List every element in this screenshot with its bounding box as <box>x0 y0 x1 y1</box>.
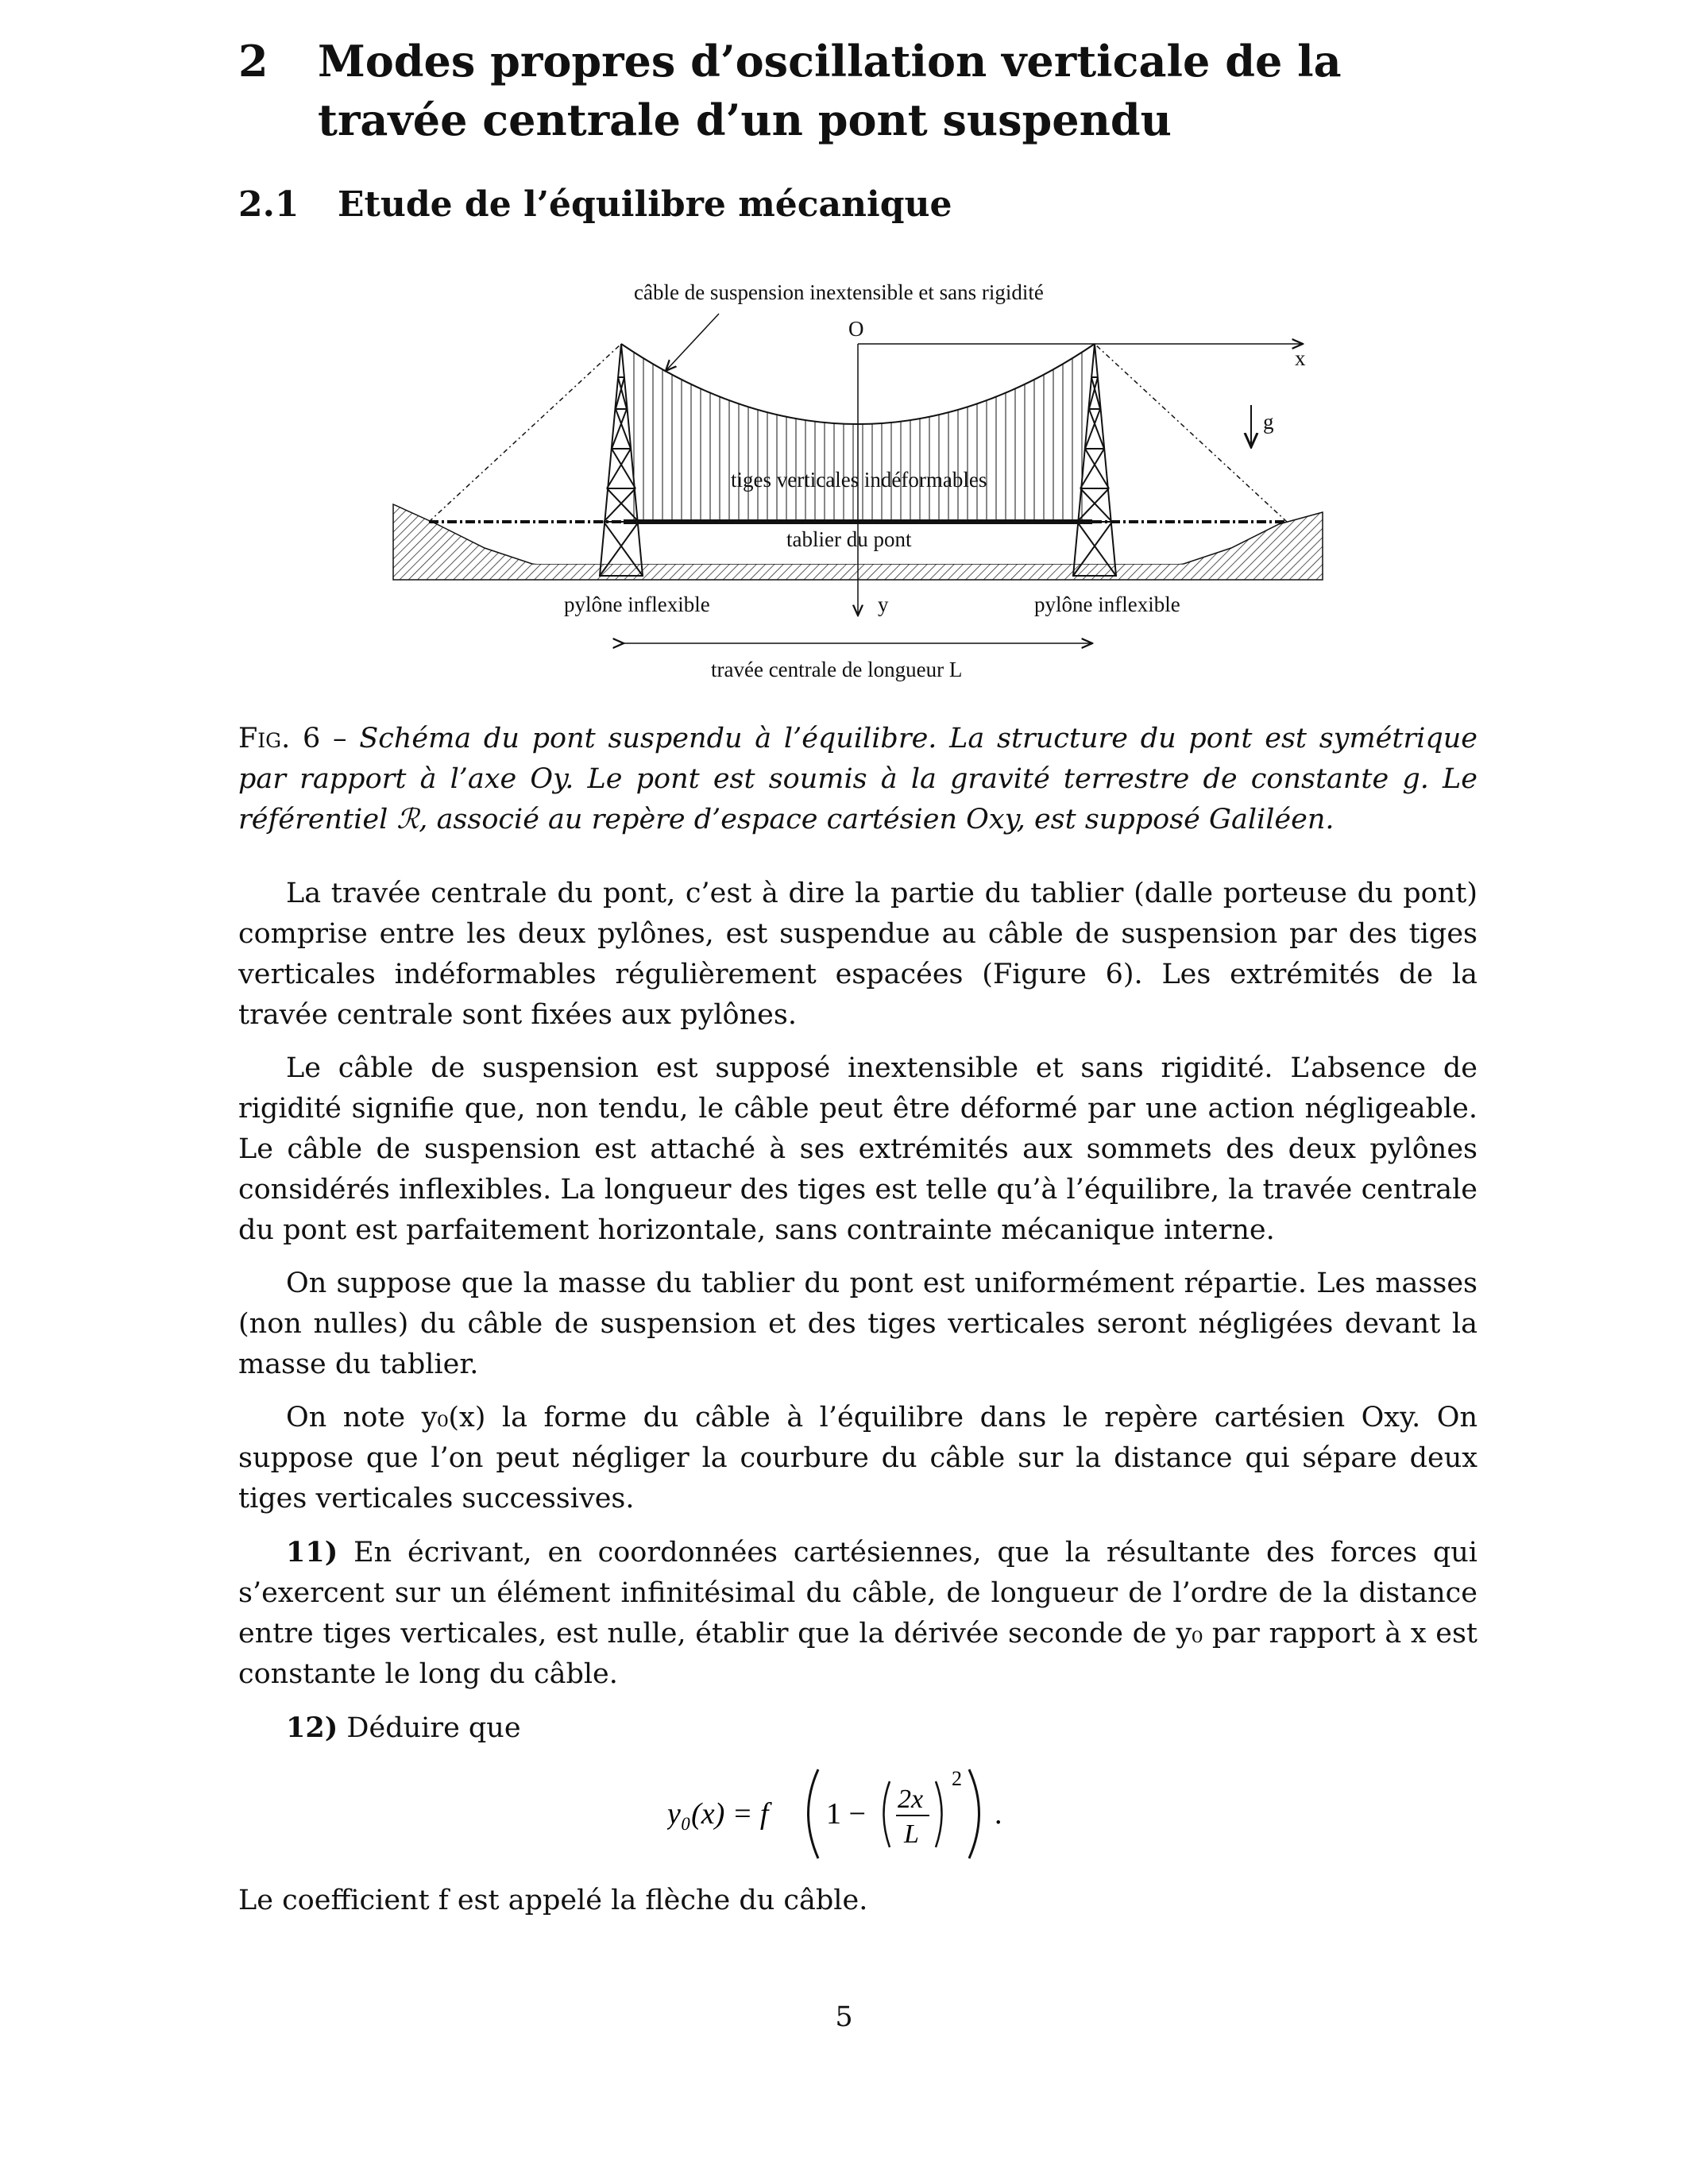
paragraph: On note y₀(x) la forme du câble à l’équilibre dans le repère cartésien Oxy. On suppose que l’on peut négliger la courbure du câble sur la distance qui sépare deux tiges verticales successives. <box>238 1402 1477 1515</box>
body-text <box>238 874 1477 1934</box>
eq-small-paren-left <box>884 1781 890 1847</box>
question-12 <box>238 1707 1477 1749</box>
question-text: En écrivant, en coordonnées cartésiennes, que la résultante des forces qui s’exercent sur un élément infinitésimal du câble, de longueur de l’ordre de la distance entre tiges verticales, est nulle, établir que la dérivée seconde de y₀ par rapport à x est constante le long du câble. <box>238 1537 1477 1690</box>
section-title-text: Modes propres d’oscillation verticale de la travée centrale d’un pont suspendu <box>318 36 1342 145</box>
right-back-cable <box>1095 344 1287 522</box>
figure-caption <box>238 719 1477 840</box>
pylon-right-label: pylône inflexible <box>1034 592 1180 616</box>
x-axis-label: x <box>1295 346 1306 370</box>
span-label: travée centrale de longueur L <box>711 658 963 681</box>
question-number: 11) <box>286 1536 338 1569</box>
left-pylon <box>600 344 643 576</box>
y-axis-label: y <box>878 592 889 616</box>
section-title <box>238 32 1477 149</box>
page-number: 5 <box>835 2001 853 2033</box>
question-11 <box>238 1532 1477 1695</box>
paragraph: La travée centrale du pont, c’est à dire la partie du tablier (dalle porteuse du pont) comprise entre les deux pylônes, est suspendue au câble de suspension par des tiges verticales indéformables régulièrement espacées (Figure 6). Les extrémités de la travée centrale sont fixées aux pylônes. <box>238 878 1477 1031</box>
deck-label: tablier du pont <box>786 527 912 551</box>
origin-label: O <box>848 317 864 341</box>
eq-numerator: 2x <box>898 1785 924 1814</box>
cable-pointer-arrow <box>666 314 719 371</box>
equation-render <box>667 1761 1080 1865</box>
question-text: Déduire que <box>346 1712 521 1744</box>
eq-small-paren-right <box>936 1781 942 1847</box>
paragraph: Le câble de suspension est supposé inextensible et sans rigidité. L’absence de rigidité signifie que, non tendu, le câble peut être déformé par une action négligeable. Le câble de suspension est attaché à ses extrémités aux sommets des deux pylônes considérés inflexibles. La longueur des tiges est telle qu’à l’équilibre, la travée centrale du pont est parfaitement horizontale, sans contrainte mécanique interne. <box>238 1052 1477 1246</box>
subsection-title <box>238 181 1477 229</box>
rods-label: tiges verticales indéformables <box>731 468 987 492</box>
caption-text: Schéma du pont suspendu à l’équilibre. La structure du pont est symétrique par rapport à l’axe Oy. Le pont est soumis à la gravité terrestre de constante g. Le référentiel ℛ, associé au repère d’espace cartésien Oxy, est supposé Galiléen. <box>238 723 1478 835</box>
cable-label: câble de suspension inextensible et sans rigidité <box>634 280 1044 304</box>
pylon-left-label: pylône inflexible <box>564 592 710 616</box>
eq-lhs: y₀(x) = f <box>667 1797 769 1831</box>
closing-paragraph: Le coefficient f est appelé la flèche du câble. <box>238 1885 868 1916</box>
gravity-label: g <box>1263 410 1274 434</box>
subsection-title-text: Etude de l’équilibre mécanique <box>338 184 952 225</box>
eq-exponent: 2 <box>952 1767 962 1790</box>
bridge-figure <box>381 274 1335 703</box>
paragraph: On suppose que la masse du tablier du pont est uniformément répartie. Les masses (non nulles) du câble de suspension et des tiges verticales seront négligées devant la masse du tablier. <box>238 1268 1477 1380</box>
eq-period: . <box>995 1797 1002 1831</box>
equation <box>238 1761 1477 1865</box>
eq-big-paren-left <box>809 1769 819 1858</box>
left-back-cable <box>429 344 621 522</box>
eq-big-paren-right <box>969 1769 979 1858</box>
question-number: 12) <box>286 1711 338 1744</box>
caption-prefix: Fig. 6 – <box>238 723 360 754</box>
right-pylon <box>1073 344 1116 576</box>
section-number: 2 <box>238 36 268 87</box>
page-content <box>238 32 1477 229</box>
eq-denominator: L <box>904 1819 919 1849</box>
bridge-diagram <box>381 274 1335 703</box>
subsection-number: 2.1 <box>238 184 299 225</box>
eq-one-minus: 1 − <box>826 1797 866 1831</box>
